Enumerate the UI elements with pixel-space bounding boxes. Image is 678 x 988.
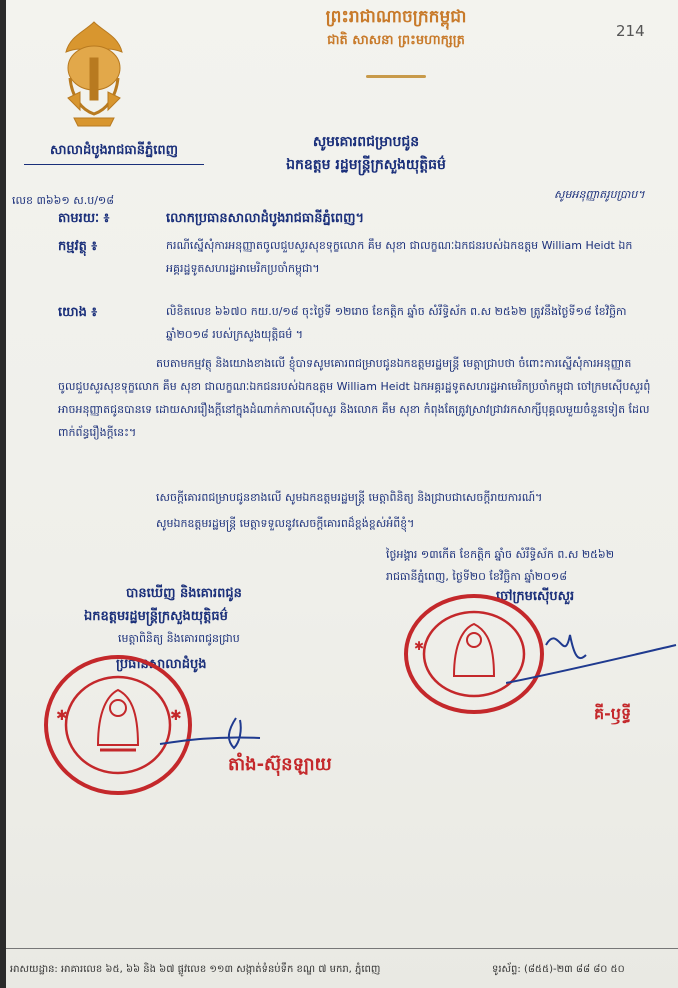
court-president-role: ប្រធានសាលាដំបូង — [116, 657, 207, 672]
document-page — [6, 0, 678, 988]
field-value-via: លោកប្រធានសាលាដំបូងរាជធានីភ្នំពេញ។ — [166, 211, 365, 226]
footer-divider — [6, 948, 678, 949]
court-name: សាលាដំបូងរាជធានីភ្នំពេញ — [50, 143, 178, 158]
svg-text:✱: ✱ — [414, 639, 425, 653]
field-value-reference: លិខិតលេខ ៦៦៧០ កយ.ប/១៨ ចុះថ្ងៃទី ១២រោច ខែកត្តិក ឆ្នាំច សំរឹទ្ធិស័ក ព.ស ២៥៦២ ត្រូវនឹងថ្ងៃទី១៨ ខែវិច្ឆិកា ឆ្នាំ២០១៨ របស់ក្រសួងយុត្តិធម៌ ។ — [166, 305, 627, 341]
body-paragraph-3: សូមឯកឧត្តមរដ្ឋមន្ត្រី មេត្តាទទួលនូវសេចក្តីគោរពដ៏ខ្ពង់ខ្ពស់អំពីខ្ញុំ។ — [156, 517, 415, 530]
reference-number: លេខ ៣៦៦១ ស.ប/១៨ — [12, 194, 115, 207]
signature-scribble-right — [506, 615, 678, 685]
salutation-line1: សូមគោរពជម្រាបជូន — [312, 134, 420, 150]
svg-text:✱: ✱ — [56, 708, 68, 724]
lunar-date: ថ្ងៃអង្គារ ១៣កើត ខែកត្តិក ឆ្នាំច សំរឹទ្ធិស័ក ព.ស ២៥៦២ — [386, 548, 615, 561]
body-paragraph-2: សេចក្តីគោរពជម្រាបជូនខាងលើ សូមឯកឧត្តមរដ្ឋមន្ត្រី មេត្តាពិនិត្យ និងជ្រាបជាសេចក្តីរាយការណ៍។ — [156, 491, 543, 504]
header-ornament — [366, 75, 426, 78]
field-label-via: តាមរយៈ ៖ — [58, 211, 110, 226]
field-label-subject: កម្មវត្ថុ ៖ — [58, 239, 98, 254]
handwritten-page-number: 214 — [616, 22, 645, 40]
body-paragraph-1: តបតាមកម្មវត្ថុ និងយោងខាងលើ ខ្ញុំបាទសូមគោរពជម្រាបជូនឯកឧត្តមរដ្ឋមន្ត្រី មេត្តាជ្រាបថា ចំពោះការស្នើសុំការអនុញ្ញាតចូលជួបសួរសុខទុក្ខលោក គឹម សុខា ជាលក្ខណៈឯកជនរបស់ឯកឧត្តម William Heidt ឯកអគ្គរដ្ឋទូតសហរដ្ឋអាមេរិកប្រចាំកម្ពុជា ចៅក្រមស៊ើបសួរពុំអាចអនុញ្ញាតជូនបានទេ ដោយសាររឿងក្តីនៅក្នុងដំណាក់កាលស៊ើបសួរ និងលោក គឹម សុខា កំពុងតែត្រូវស្រាវជ្រាវរកសាក្សីបុគ្គលមួយចំនួនទៀត ដែលពាក់ព័ន្ធរឿងក្តីនេះ។ — [58, 357, 651, 439]
investigating-judge-role: ចៅក្រមស៊ើបសួរ — [496, 589, 575, 604]
seen-and-forwarded: បានឃើញ និងគោរពជូន — [126, 586, 242, 601]
court-president-name: តាំង-ស៊ុនឡាយ — [228, 754, 332, 775]
signature-scribble-left — [156, 700, 266, 760]
footer-phone: ទូរស័ព្ទ: (៨៥៥)-២៣ ៨៨ ៨០ ៥០ — [492, 964, 625, 975]
divider — [24, 164, 204, 165]
forward-note: មេត្តាពិនិត្យ និងគោរពជូនជ្រាប — [118, 632, 240, 645]
investigating-judge-name: គី-ឫទ្ធី — [594, 704, 632, 723]
kingdom-title: ព្រះរាជាណាចក្រកម្ពុជា — [325, 7, 467, 27]
svg-text:✱: ✱ — [170, 708, 182, 724]
field-value-subject: ករណីស្នើសុំការអនុញ្ញាតចូលជួបសួរសុខទុក្ខលោក គឹម សុខា ជាលក្ខណៈឯកជនរបស់ឯកឧត្តម William Heidt ឯកអគ្គរដ្ឋទូតសហរដ្ឋអាមេរិកប្រចាំកម្ពុជា។ — [166, 239, 633, 275]
footer-address: អាសយដ្ឋាន: អាគារលេខ ៦៥, ៦៦ និង ៦៧ ផ្លូវលេខ ១១៣ សង្កាត់ទំនប់ទឹក ខណ្ឌ ៧ មករា, ភ្នំពេញ — [10, 964, 381, 975]
salutation-line2: ឯកឧត្តម រដ្ឋមន្ត្រីក្រសួងយុត្តិធម៌ — [286, 157, 446, 173]
field-label-reference: យោង ៖ — [58, 305, 98, 320]
national-emblem-icon — [54, 18, 134, 136]
national-motto: ជាតិ សាសនា ព្រះមហាក្សត្រ — [327, 33, 465, 48]
solar-date: រាជធានីភ្នំពេញ, ថ្ងៃទី២០ ខែវិច្ឆិកា ឆ្នាំ២០១៨ — [386, 570, 568, 583]
approval-note: សូមអនុញ្ញាតរូបប្រាប។ — [554, 188, 645, 201]
minister-title: ឯកឧត្តមរដ្ឋមន្ត្រីក្រសួងយុត្តិធម៌ — [84, 609, 228, 624]
